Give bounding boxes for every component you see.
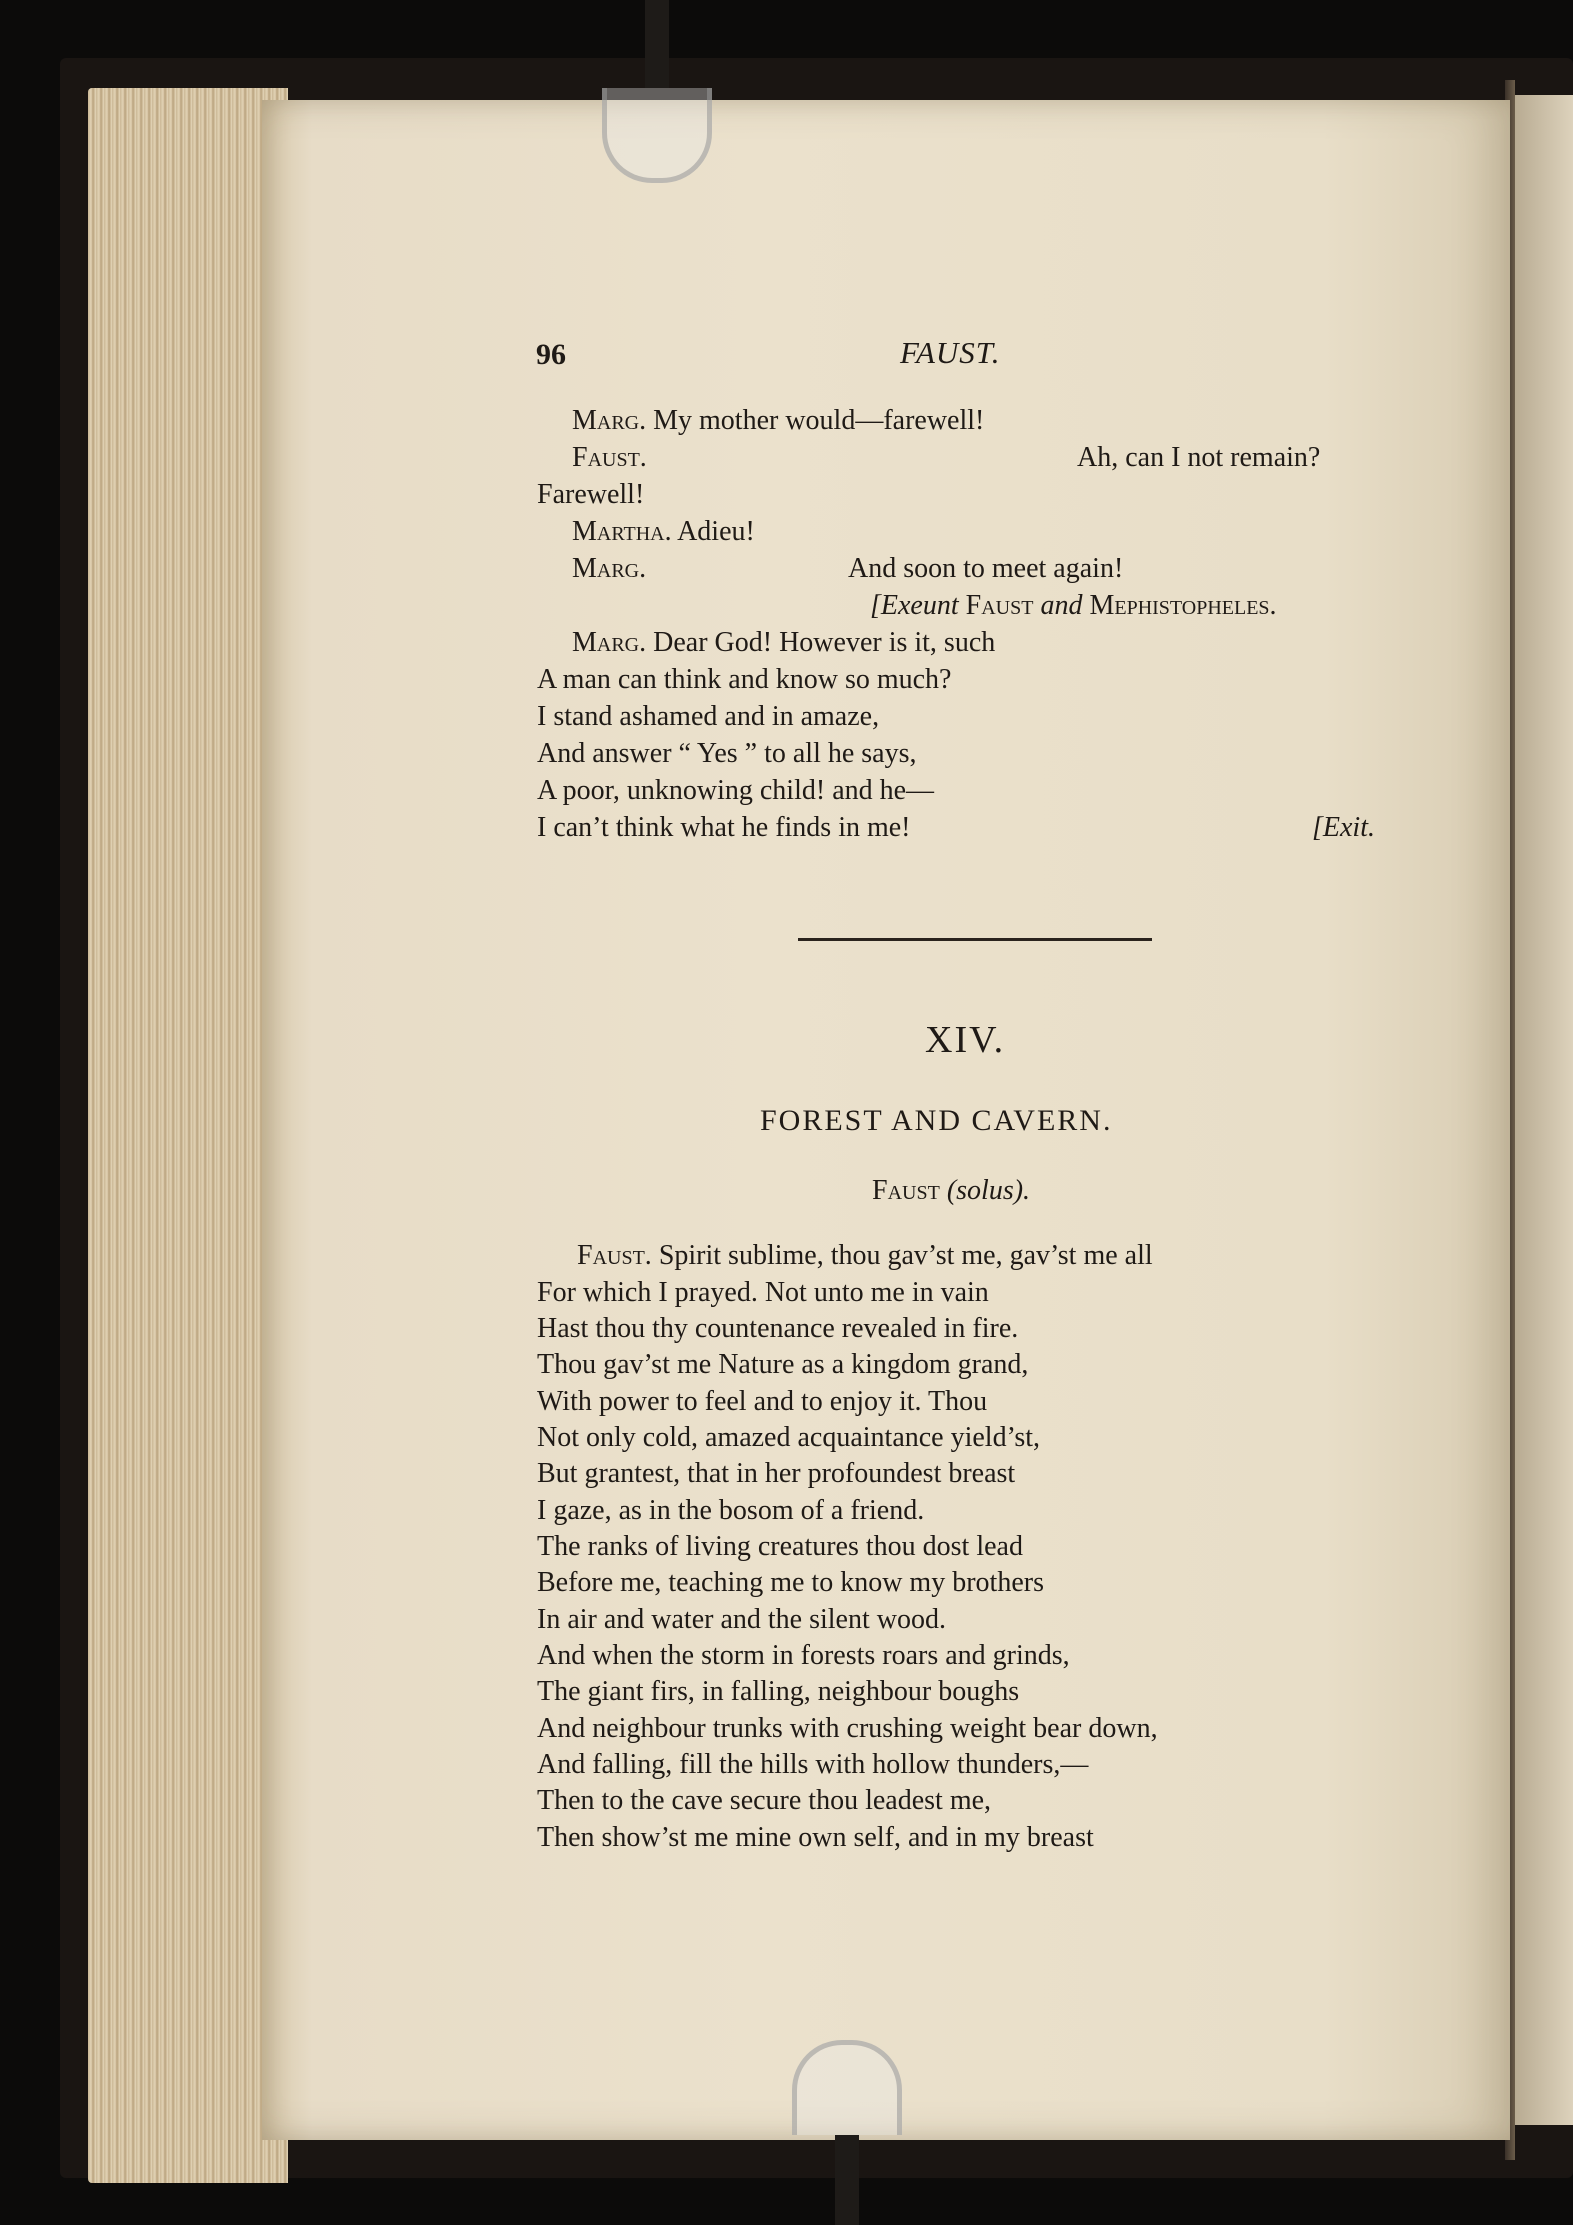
speaker-name: Marg. [572, 627, 647, 658]
verse-line: A man can think and know so much? [537, 664, 952, 695]
running-head: FAUST. [900, 335, 1001, 370]
verse-line: For which I prayed. Not unto me in vain [537, 1277, 989, 1308]
bottom-page-clip [792, 2040, 902, 2135]
stage-exeunt: [Exeunt [870, 590, 959, 621]
stage-mephistopheles: Mephistopheles. [1089, 590, 1277, 621]
verse-line: Not only cold, amazed acquaintance yield’st, [537, 1422, 1041, 1453]
character-name: Faust [872, 1175, 940, 1206]
speech-text: Spirit sublime, thou gav’st me, gav’st me all [658, 1240, 1153, 1271]
verse-line: Thou gav’st me Nature as a kingdom grand, [537, 1349, 1029, 1380]
verse-line: Then show’st me mine own self, and in my breast [537, 1822, 1094, 1853]
speech-line [577, 1240, 1153, 1272]
verse-line: Before me, teaching me to know my brothers [537, 1567, 1044, 1598]
verse-line: And answer “ Yes ” to all he says, [537, 738, 917, 769]
verse-line: And neighbour trunks with crushing weight bear down, [537, 1713, 1158, 1744]
dialogue-text: My mother would—farewell! [653, 405, 985, 436]
speaker-name: Faust. [572, 442, 647, 473]
stage-faust: Faust [965, 590, 1034, 621]
stage-exit: [Exit. [1312, 812, 1375, 843]
dialogue-text: Farewell! [537, 479, 645, 510]
verse-line: Hast thou thy countenance revealed in fire. [537, 1313, 1019, 1344]
verse-line: But grantest, that in her profoundest breast [537, 1458, 1016, 1489]
speaker-name: Marg. [572, 405, 647, 436]
page-edges [88, 88, 288, 2183]
facing-page-edge [1515, 95, 1573, 2125]
scene-title: FOREST AND CAVERN. [760, 1104, 1113, 1137]
character-heading [872, 1175, 1030, 1207]
dialogue-text: Dear God! However is it, such [653, 627, 996, 658]
verse-line: And when the storm in forests roars and grinds, [537, 1640, 1070, 1671]
dialogue-line [572, 405, 984, 437]
verse-line: With power to feel and to enjoy it. Thou [537, 1386, 988, 1417]
dialogue-text: Ah, can I not remain? [1077, 442, 1321, 473]
speaker-name: Martha. [572, 516, 672, 547]
section-rule [798, 938, 1152, 941]
dialogue-line [572, 442, 647, 474]
verse-line: I gaze, as in the bosom of a friend. [537, 1495, 925, 1526]
verse-line: In air and water and the silent wood. [537, 1604, 946, 1635]
top-page-clip [602, 88, 712, 183]
verse-line: And falling, fill the hills with hollow thunders,— [537, 1749, 1089, 1780]
dialogue-line [572, 553, 646, 585]
stage-direction [870, 590, 1277, 622]
speaker-name: Faust. [577, 1240, 652, 1271]
verse-line: Then to the cave secure thou leadest me, [537, 1785, 992, 1816]
dialogue-text: Adieu! [677, 516, 755, 547]
scene-number: XIV. [925, 1019, 1006, 1061]
verse-line: A poor, unknowing child! and he— [537, 775, 935, 806]
verse-line: The giant firs, in falling, neighbour boughs [537, 1676, 1020, 1707]
page-number: 96 [536, 338, 566, 371]
dialogue-line [572, 627, 995, 659]
verse-line: The ranks of living creatures thou dost lead [537, 1531, 1023, 1562]
character-note: (solus). [946, 1175, 1031, 1206]
stage-and: and [1040, 590, 1083, 621]
speaker-name: Marg. [572, 553, 647, 584]
dialogue-text: And soon to meet again! [848, 553, 1124, 584]
dialogue-line [572, 516, 755, 548]
verse-line: I stand ashamed and in amaze, [537, 701, 880, 732]
verse-line: I can’t think what he finds in me! [537, 812, 911, 843]
